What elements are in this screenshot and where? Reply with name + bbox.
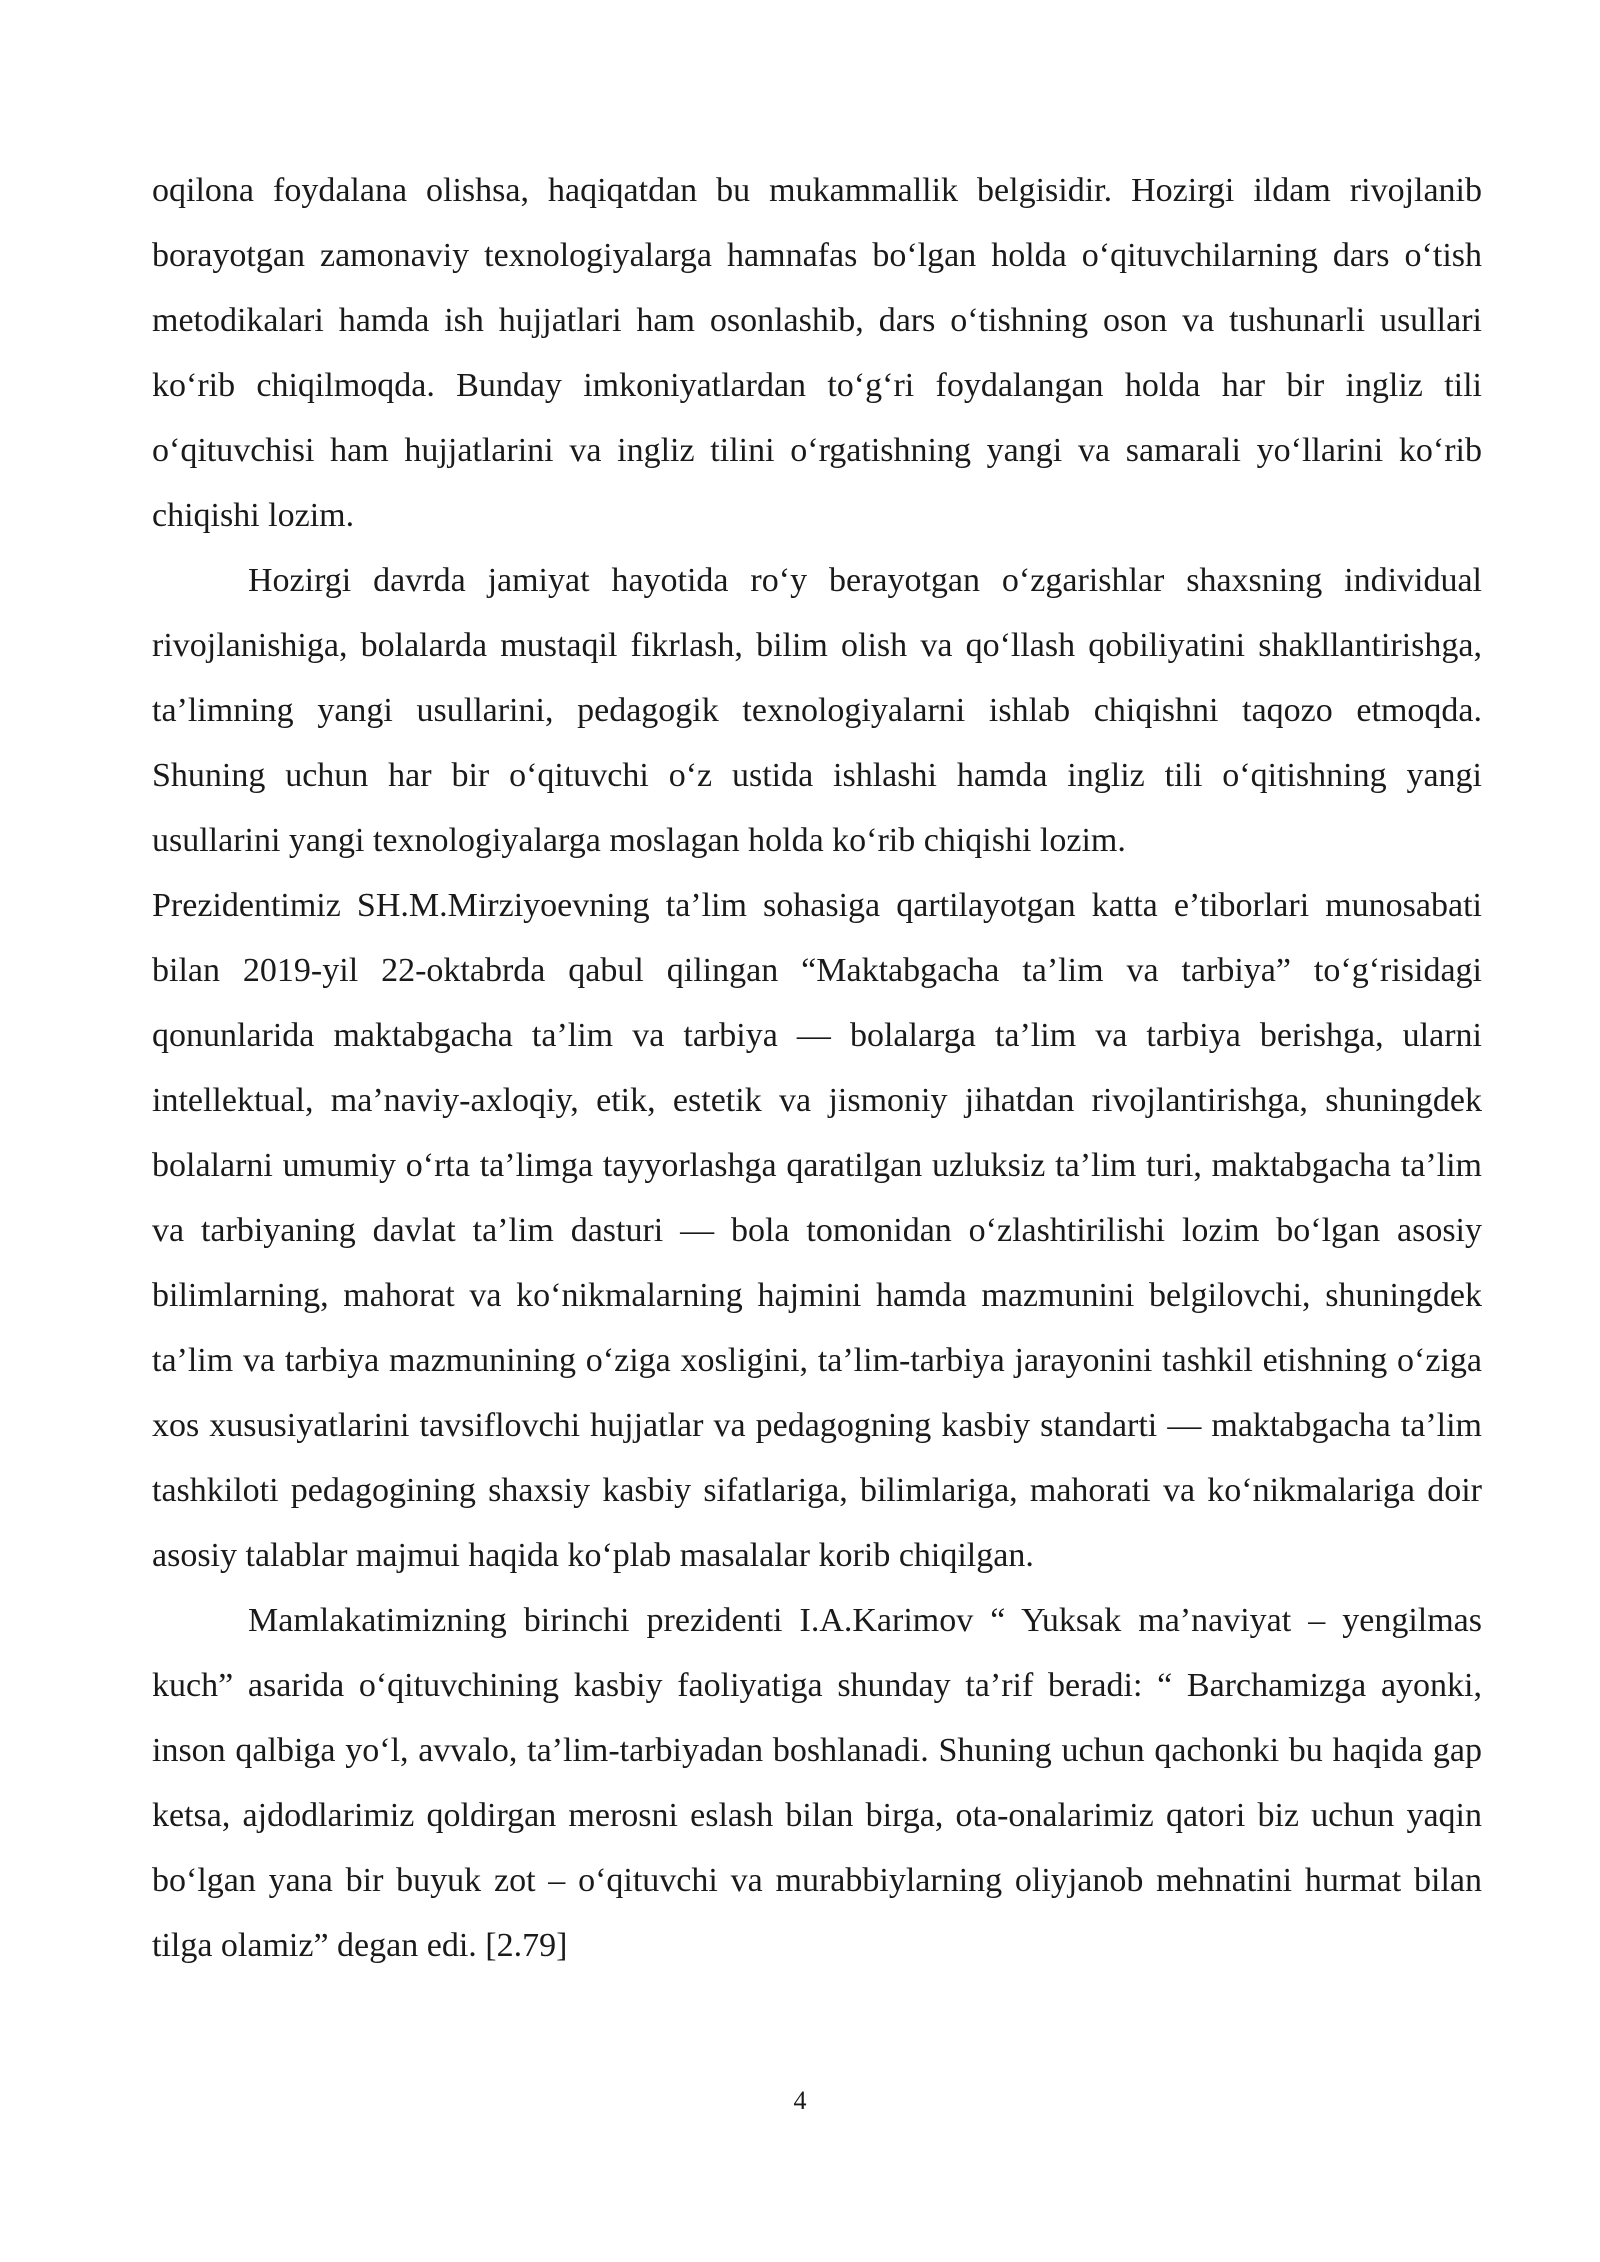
document-body [152,158,1482,1978]
paragraph-3: Prezidentimiz SH.M.Mirziyoevning ta’lim sohasiga qartilayotgan katta e’tiborlari munosabati bilan 2019-yil 22-oktabrda qabul qilingan “Maktabgacha ta’lim va tarbiya” to‘g‘risidagi qonunlarida maktabgacha ta’lim va tarbiya — bolalarga ta’lim va tarbiya berishga, ularni intellektual, ma’naviy-axloqiy, etik, estetik va jismoniy jihatdan rivojlantirishga, shuningdek bolalarni umumiy o‘rta ta’limga tayyorlashga qaratilgan uzluksiz ta’lim turi, maktabgacha ta’lim va tarbiyaning davlat ta’lim dasturi — bola tomonidan o‘zlashtirilishi lozim bo‘lgan asosiy bilimlarning, mahorat va ko‘nikmalarning hajmini hamda mazmunini belgilovchi, shuningdek ta’lim va tarbiya mazmunining o‘ziga xosligini, ta’lim-tarbiya jarayonini tashkil etishning o‘ziga xos xususiyatlarini tavsiflovchi hujjatlar va pedagogning kasbiy standarti — maktabgacha ta’lim tashkiloti pedagogining shaxsiy kasbiy sifatlariga, bilimlariga, mahorati va ko‘nikmalariga doir asosiy talablar majmui haqida ko‘plab masalalar korib chiqilgan. [152,887,1482,1574]
paragraph-1: oqilona foydalana olishsa, haqiqatdan bu mukammallik belgisidir. Hozirgi ildam rivojlanib borayotgan zamonaviy texnologiyalarga hamnafas bo‘lgan holda o‘qituvchilarning dars o‘tish metodikalari hamda ish hujjatlari ham osonlashib, dars o‘tishning oson va tushunarli usullari ko‘rib chiqilmoqda. Bunday imkoniyatlardan to‘g‘ri foydalangan holda har bir ingliz tili o‘qituvchisi ham hujjatlarini va ingliz tilini o‘rgatishning yangi va samarali yo‘llarini ko‘rib chiqishi lozim. [152,172,1482,534]
page-number: 4 [793,2086,807,2115]
paragraph-4: Mamlakatimizning birinchi prezidenti I.A.Karimov “ Yuksak ma’naviyat – yengilmas kuch” asarida o‘qituvchining kasbiy faoliyatiga shunday ta’rif beradi: “ Barchamizga ayonki, inson qalbiga yo‘l, avvalo, ta’lim-tarbiyadan boshlanadi. Shuning uchun qachonki bu haqida gap ketsa, ajdodlarimiz qoldirgan merosni eslash bilan birga, ota-onalarimiz qatori biz uchun yaqin bo‘lgan yana bir buyuk zot – o‘qituvchi va murabbiylarning oliyjanob mehnatini hurmat bilan tilga olamiz” degan edi. [2.79] [152,1602,1482,1964]
paragraph-2: Hozirgi davrda jamiyat hayotida ro‘y berayotgan o‘zgarishlar shaxsning individual rivojlanishiga, bolalarda mustaqil fikrlash, bilim olish va qo‘llash qobiliyatini shakllantirishga, ta’limning yangi usullarini, pedagogik texnologiyalarni ishlab chiqishni taqozo etmoqda. Shuning uchun har bir o‘qituvchi o‘z ustida ishlashi hamda ingliz tili o‘qitishning yangi usullarini yangi texnologiyalarga moslagan holda ko‘rib chiqishi lozim. [152,562,1482,859]
